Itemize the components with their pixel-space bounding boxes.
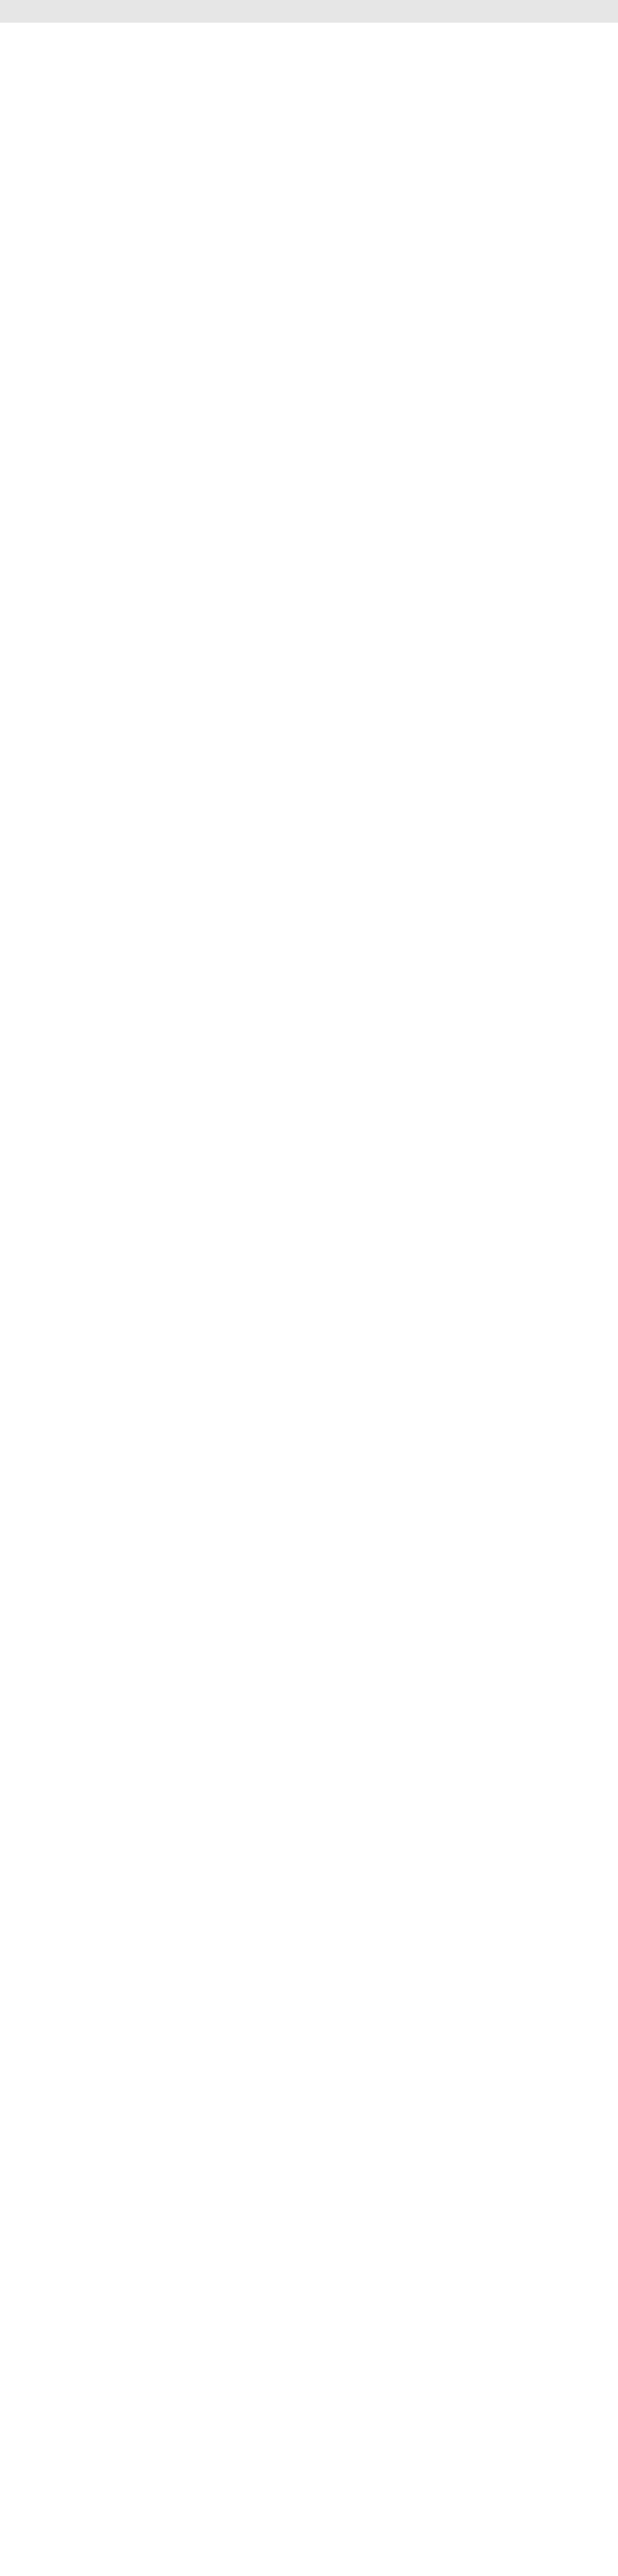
header-annotations: [221, 0, 618, 23]
header-uniprot: [0, 0, 221, 23]
table-header: [0, 0, 618, 23]
header-row: [0, 0, 618, 23]
protein-table: [0, 0, 618, 23]
